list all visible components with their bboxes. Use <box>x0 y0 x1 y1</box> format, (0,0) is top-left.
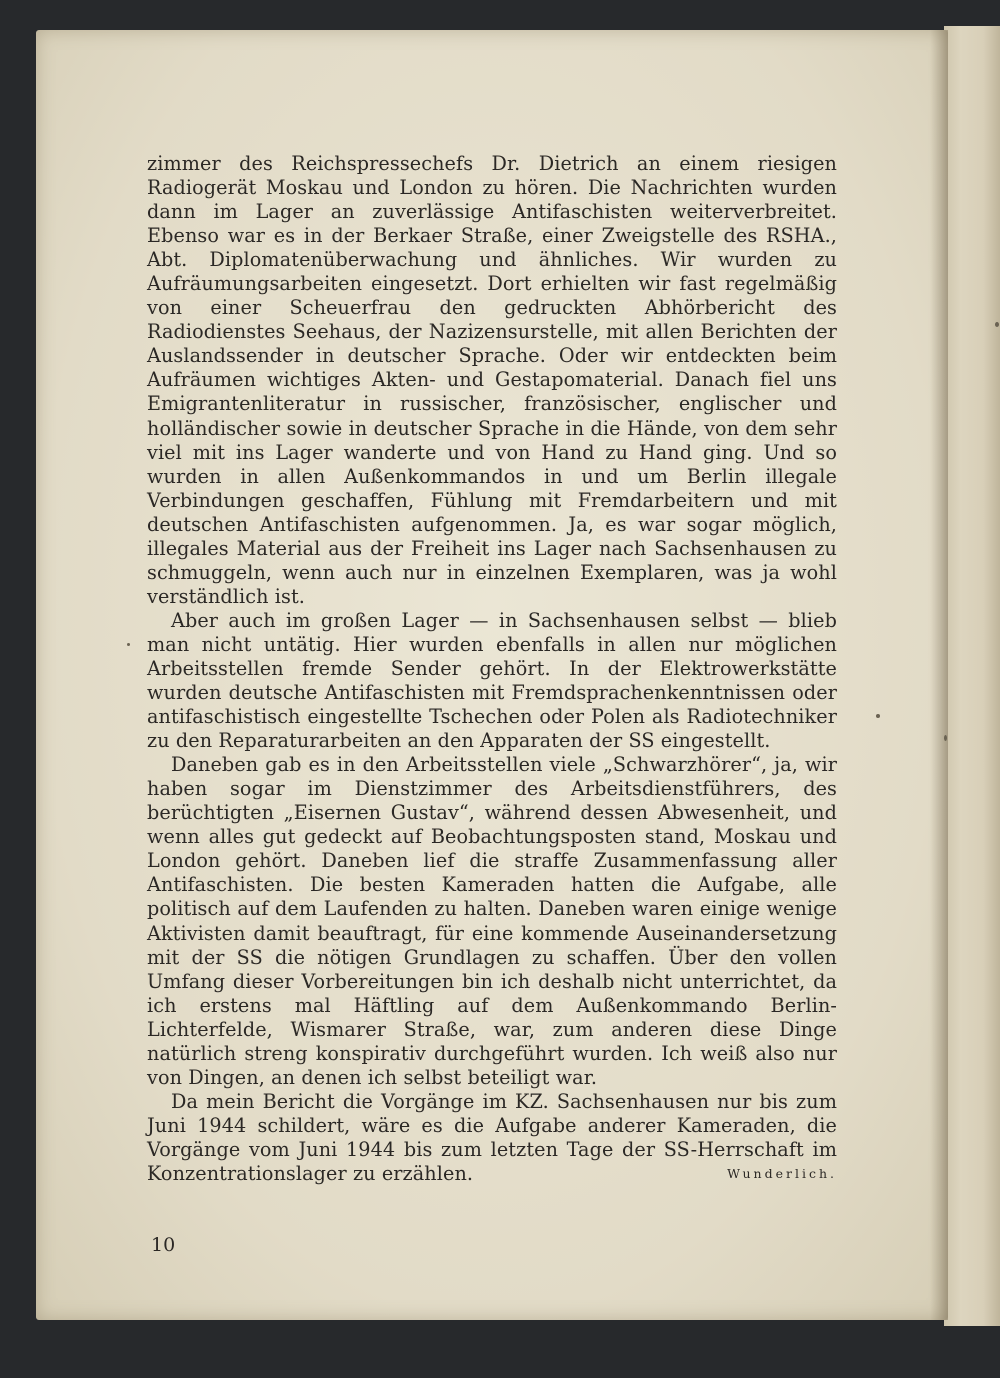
page-gutter-shadow <box>930 30 948 1320</box>
page-number: 10 <box>151 1234 176 1256</box>
paragraph-3: Daneben gab es in den Arbeitsstellen viele „Schwarzhörer“, ja, wir haben sogar im Dienstzimmer des Arbeitsdienstführers, des berüchtigten „Eisernen Gustav“, während dessen Abwesenheit, und wenn alles gut gedeckt auf Beobachtungsposten stand, Moskau und London gehört. Daneben lief die straffe Zusammenfassung aller Antifaschisten. Die besten Kameraden hatten die Aufgabe, alle politisch auf dem Laufenden zu halten. Daneben waren einige wenige Aktivisten damit beauftragt, für eine kommende Auseinandersetzung mit der SS die nötigen Grundlagen zu schaffen. Über den vollen Umfang dieser Vorbereitungen bin ich deshalb nicht unterrichtet, da ich erstens mal Häftling auf dem Außenkommando Berlin-Lichterfelde, Wismarer Straße, war, zum anderen diese Dinge natürlich streng konspirativ durchgeführt wurden. Ich weiß also nur von Dingen, an denen ich selbst beteiligt war. <box>147 753 837 1089</box>
paragraph-4 <box>147 1090 837 1186</box>
paragraph-2: Aber auch im großen Lager — in Sachsenhausen selbst — blieb man nicht untätig. Hier wurden ebenfalls in allen nur möglichen Arbeitsstellen fremde Sender gehört. In der Elektrowerkstätte wurden deutsche Antifaschisten mit Fremdsprachenkenntnissen oder antifaschistisch eingestellte Tschechen oder Polen als Radiotechniker zu den Reparaturarbeiten an den Apparaten der SS eingestellt. <box>147 608 837 753</box>
facing-page-edge <box>944 26 1000 1326</box>
speck <box>876 714 880 718</box>
speck <box>127 643 130 646</box>
paragraph-4-text: Da mein Bericht die Vorgänge im KZ. Sachsenhausen nur bis zum Juni 1944 schildert, wäre es die Aufgabe anderer Kameraden, die Vorgänge vom Juni 1944 bis zum letzten Tage der SS-Herrschaft im Konzentrationslager zu erzählen. <box>147 1089 837 1185</box>
author-signature: Wunderlich. <box>727 1165 837 1181</box>
speck <box>944 735 947 741</box>
body-text <box>147 152 837 1186</box>
speck <box>995 322 999 327</box>
paragraph-1: zimmer des Reichspressechefs Dr. Dietrich an einem riesigen Radiogerät Moskau und London zu hören. Die Nachrichten wurden dann im Lager an zuverlässige Antifaschisten weiterverbreitet. Ebenso war es in der Berkaer Straße, einer Zweigstelle des RSHA., Abt. Diplomatenüberwachung und ähnliches. Wir wurden zu Aufräumungsarbeiten eingesetzt. Dort erhielten wir fast regelmäßig von einer Scheuerfrau den gedruckten Abhörbericht des Radiodienstes Seehaus, der Nazizensurstelle, mit allen Berichten der Auslandssender in deutscher Sprache. Oder wir entdeckten beim Aufräumen wichtiges Akten- und Gestapomaterial. Danach fiel uns Emigrantenliteratur in russischer, französischer, englischer und holländischer sowie in deutscher Sprache in die Hände, von dem sehr viel mit ins Lager wanderte und von Hand zu Hand ging. Und so wurden in allen Außenkommandos in und um Berlin illegale Verbindungen geschaffen, Fühlung mit Fremdarbeitern und mit deutschen Antifaschisten aufgenommen. Ja, es war sogar möglich, illegales Material aus der Freiheit ins Lager nach Sachsenhausen zu schmuggeln, wenn auch nur in einzelnen Exemplaren, was ja wohl verständlich ist. <box>147 152 837 608</box>
